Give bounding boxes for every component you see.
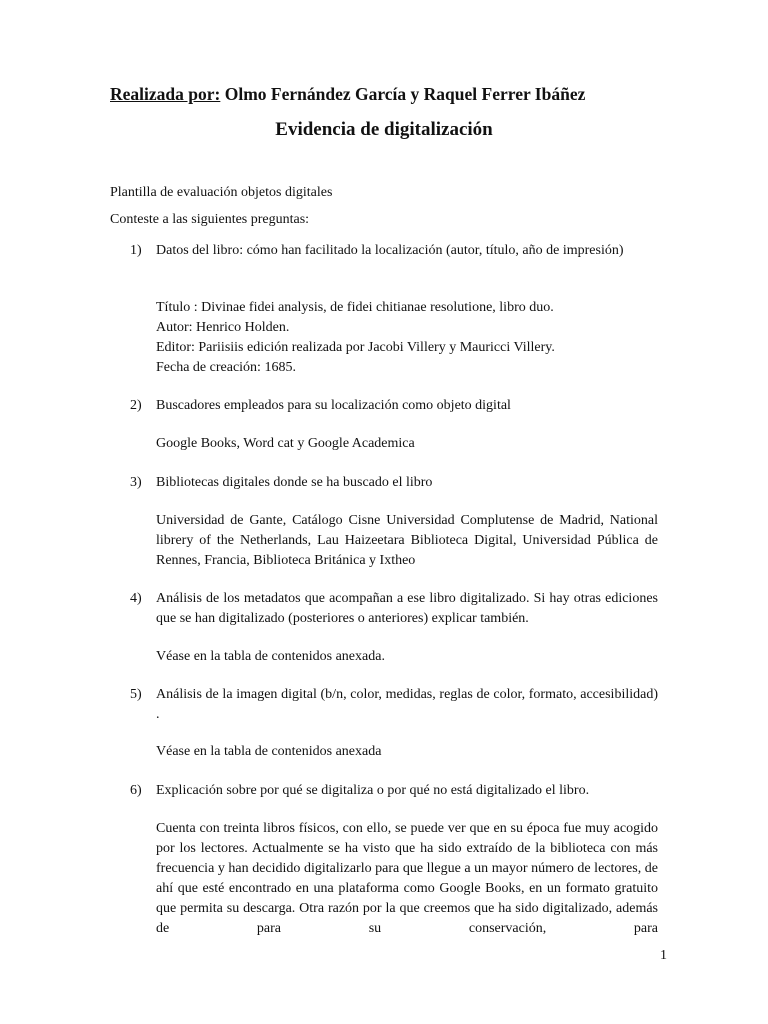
- answer-1: [156, 298, 658, 378]
- answer-4: [156, 647, 658, 667]
- answer-5: [156, 742, 658, 762]
- question-text: Datos del libro: cómo han facilitado la localización (autor, título, año de impresión): [156, 243, 624, 258]
- question-5: [110, 685, 658, 725]
- question-text: Bibliotecas digitales donde se ha buscado el libro: [156, 475, 433, 490]
- question-number: 4): [130, 591, 142, 606]
- question-4: [110, 589, 658, 629]
- question-3: [110, 473, 658, 493]
- answer-line-editor: Editor: Pariisiis edición realizada por Jacobi Villery y Mauricci Villery.: [156, 340, 555, 355]
- question-text: Análisis de la imagen digital (b/n, color, medidas, reglas de color, formato, accesibilidad) .: [156, 687, 658, 722]
- question-1: [110, 241, 658, 261]
- question-number: 3): [130, 475, 142, 490]
- answer-2: [156, 434, 658, 454]
- question-2: [110, 396, 658, 416]
- intro-text: Plantilla de evaluación objetos digitales: [110, 185, 333, 200]
- answer-line-title: Título : Divinae fidei analysis, de fidei chitianae resolutione, libro duo.: [156, 300, 554, 315]
- question-6: [110, 781, 658, 801]
- answer-text: Véase en la tabla de contenidos anexada: [156, 744, 382, 759]
- question-text: Análisis de los metadatos que acompañan a ese libro digitalizado. Si hay otras ediciones que se han digitalizado (posteriores o anteriores) explicar también.: [156, 591, 658, 626]
- answer-text: Véase en la tabla de contenidos anexada.: [156, 649, 385, 664]
- question-number: 2): [130, 398, 142, 413]
- answer-text: Google Books, Word cat y Google Academica: [156, 436, 415, 451]
- question-text: Explicación sobre por qué se digitaliza o por qué no está digitalizado el libro.: [156, 783, 590, 798]
- page-title: Evidencia de digitalización: [275, 119, 493, 140]
- question-number: 1): [130, 243, 142, 258]
- question-number: 6): [130, 783, 142, 798]
- byline-label: Realizada por:: [110, 84, 221, 104]
- question-number: 5): [130, 687, 142, 702]
- question-text: Buscadores empleados para su localización como objeto digital: [156, 398, 511, 413]
- page-number: 1: [660, 948, 667, 963]
- answer-6: Cuenta con treinta libros físicos, con ello, se puede ver que en su época fue muy acogido por los lectores. Actualmente se ha visto que ha sido extraído de la biblioteca con más frecuencia y han decidido digitalizarlo para que llegue a un mayor número de lectores, de ahí que esté encontrado en una plataforma como Google Books, en un formato gratuito que permita su descarga. Otra razón por la que creemos que ha sido digitalizado, además de para su conservación, para: [156, 821, 658, 936]
- byline-authors: Olmo Fernández García y Raquel Ferrer Ibáñez: [220, 84, 586, 104]
- answer-line-date: Fecha de creación: 1685.: [156, 360, 296, 375]
- byline: [110, 84, 585, 105]
- answer-3: Universidad de Gante, Catálogo Cisne Universidad Complutense de Madrid, National librery of the Netherlands, Lau Haizeetara Biblioteca Digital, Universidad Pública de Rennes, Francia, Biblioteca Británica y Ixtheo: [156, 513, 658, 568]
- instruction-text: Conteste a las siguientes preguntas:: [110, 212, 310, 227]
- answer-line-author: Autor: Henrico Holden.: [156, 320, 290, 335]
